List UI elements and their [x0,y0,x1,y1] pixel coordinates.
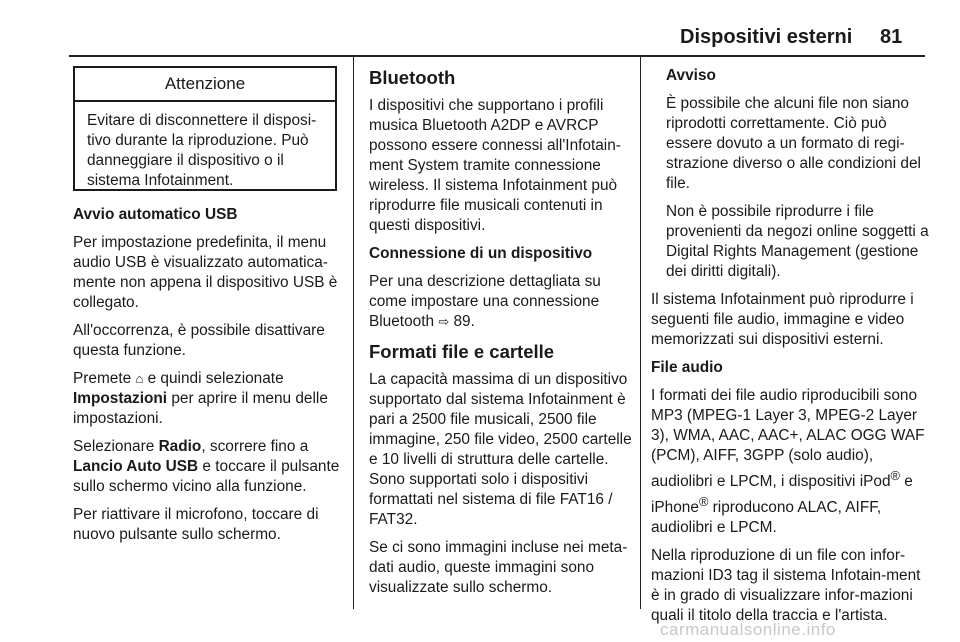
paragraph [651,386,929,538]
paragraph: La capacità massima di un dispositivo supportato dal sistema Infotainment è pari a 2500 file musicali, 2500 file immagine, 250 file video, 2500 cartelle e 10 livelli di struttura delle cartelle. Sono supportati solo i dispositivi formattati nel sistema di file FAT16 / FAT32. [369,371,632,528]
subheading-file-audio: File audio [651,359,723,376]
paragraph: Per riattivare il microfono, toccare di nuovo pulsante sullo schermo. [73,506,319,543]
registered-mark: ® [890,468,900,483]
text-run: Per una descrizione dettagliata su come impostare una connessione Bluetooth [369,273,601,330]
text-run: per aprire il menu delle impostazioni. [73,390,328,427]
note-text: Non è possibile riprodurre i file provenienti da negozi online soggetti a Digital Rights Management (gestione dei diritti digitali). [666,203,929,280]
subheading-connessione: Connessione di un dispositivo [369,245,593,262]
watermark: carmanualsonline.info [660,620,836,639]
section-heading-auto-usb: Avvio automatico USB [73,206,238,223]
column-divider-1 [353,57,354,609]
paragraph [73,369,343,429]
notice-text: Evitare di disconnettere il disposi-tivo durante la riproduzione. Può danneggiare il dispositivo o il sistema Infotainment. [87,112,317,189]
column-2 [369,66,635,606]
note-title: Avviso [666,67,716,84]
page-header-title: Dispositivi esterni [680,26,853,48]
text-run: riproducono ALAC, AIFF, audiolibri e LPCM. [651,499,882,537]
page-reference: 89. [449,313,475,330]
note-text: È possibile che alcuni file non siano riprodotti correttamente. Ciò può essere dovuto a un formato di regi-strazione diverso o alle condizioni del file. [666,95,921,192]
home-icon: ⌂ [135,371,144,386]
column-1 [73,205,343,553]
text-run: Premete [73,370,136,387]
paragraph: Per impostazione predefinita, il menu audio USB è visualizzato automatica-mente non appena il dispositivo USB è collegato. [73,234,338,311]
header-rule [69,55,925,57]
menu-term-radio: Radio [158,438,202,455]
registered-mark: ® [698,494,709,510]
paragraph [369,272,635,332]
text-run: I formati dei file audio riproducibili sono MP3 (MPEG-1 Layer 3, MPEG-2 Layer 3), WMA, AAC, AAC+, ALAC OGG WAF (PCM), AIFF, 3GPP (solo audio), audiolibri e LPCM, i dispositivi iPod [651,387,925,491]
section-heading-formati: Formati file e cartelle [369,341,555,362]
text-run: e toccare il pulsante sullo schermo vicino alla funzione. [73,458,340,495]
paragraph: I dispositivi che supportano i profili musica Bluetooth A2DP e AVRCP possono essere connessi all'Infotain-ment System tramite connessione wireless. Il sistema Infotainment può riprodurre file musicali contenuti in questi dispositivi. [369,97,621,234]
column-divider-2 [640,57,641,609]
paragraph: Nella riproduzione di un file con infor-mazioni ID3 tag il sistema Infotain-ment è in grado di visualizzare infor-mazioni quali il titolo della traccia e l'artista. [651,547,921,625]
paragraph: All'occorrenza, è possibile disattivare questa funzione. [73,322,325,359]
text-run: e quindi selezionate [143,370,284,387]
page-number: 81 [880,26,903,48]
text-run: , scorrere fino a [201,438,309,455]
menu-term-impostazioni: Impostazioni [73,390,168,407]
menu-term-lancio-auto-usb: Lancio Auto USB [73,458,199,475]
notice-title: Attenzione [75,68,335,102]
paragraph [73,437,343,497]
section-heading-bluetooth: Bluetooth [369,67,456,88]
page-reference-arrow-icon: ⇨ [438,314,450,329]
column-3 [651,66,929,634]
text-run: Selezionare [73,438,159,455]
paragraph: Il sistema Infotainment può riprodurre i seguenti file audio, immagine e video memorizzati sui dispositivi esterni. [651,291,914,348]
text-run: e iPhone [651,473,913,517]
notice-box [73,66,337,191]
paragraph: Se ci sono immagini incluse nei meta-dati audio, queste immagini sono visualizzate sullo schermo. [369,539,628,596]
